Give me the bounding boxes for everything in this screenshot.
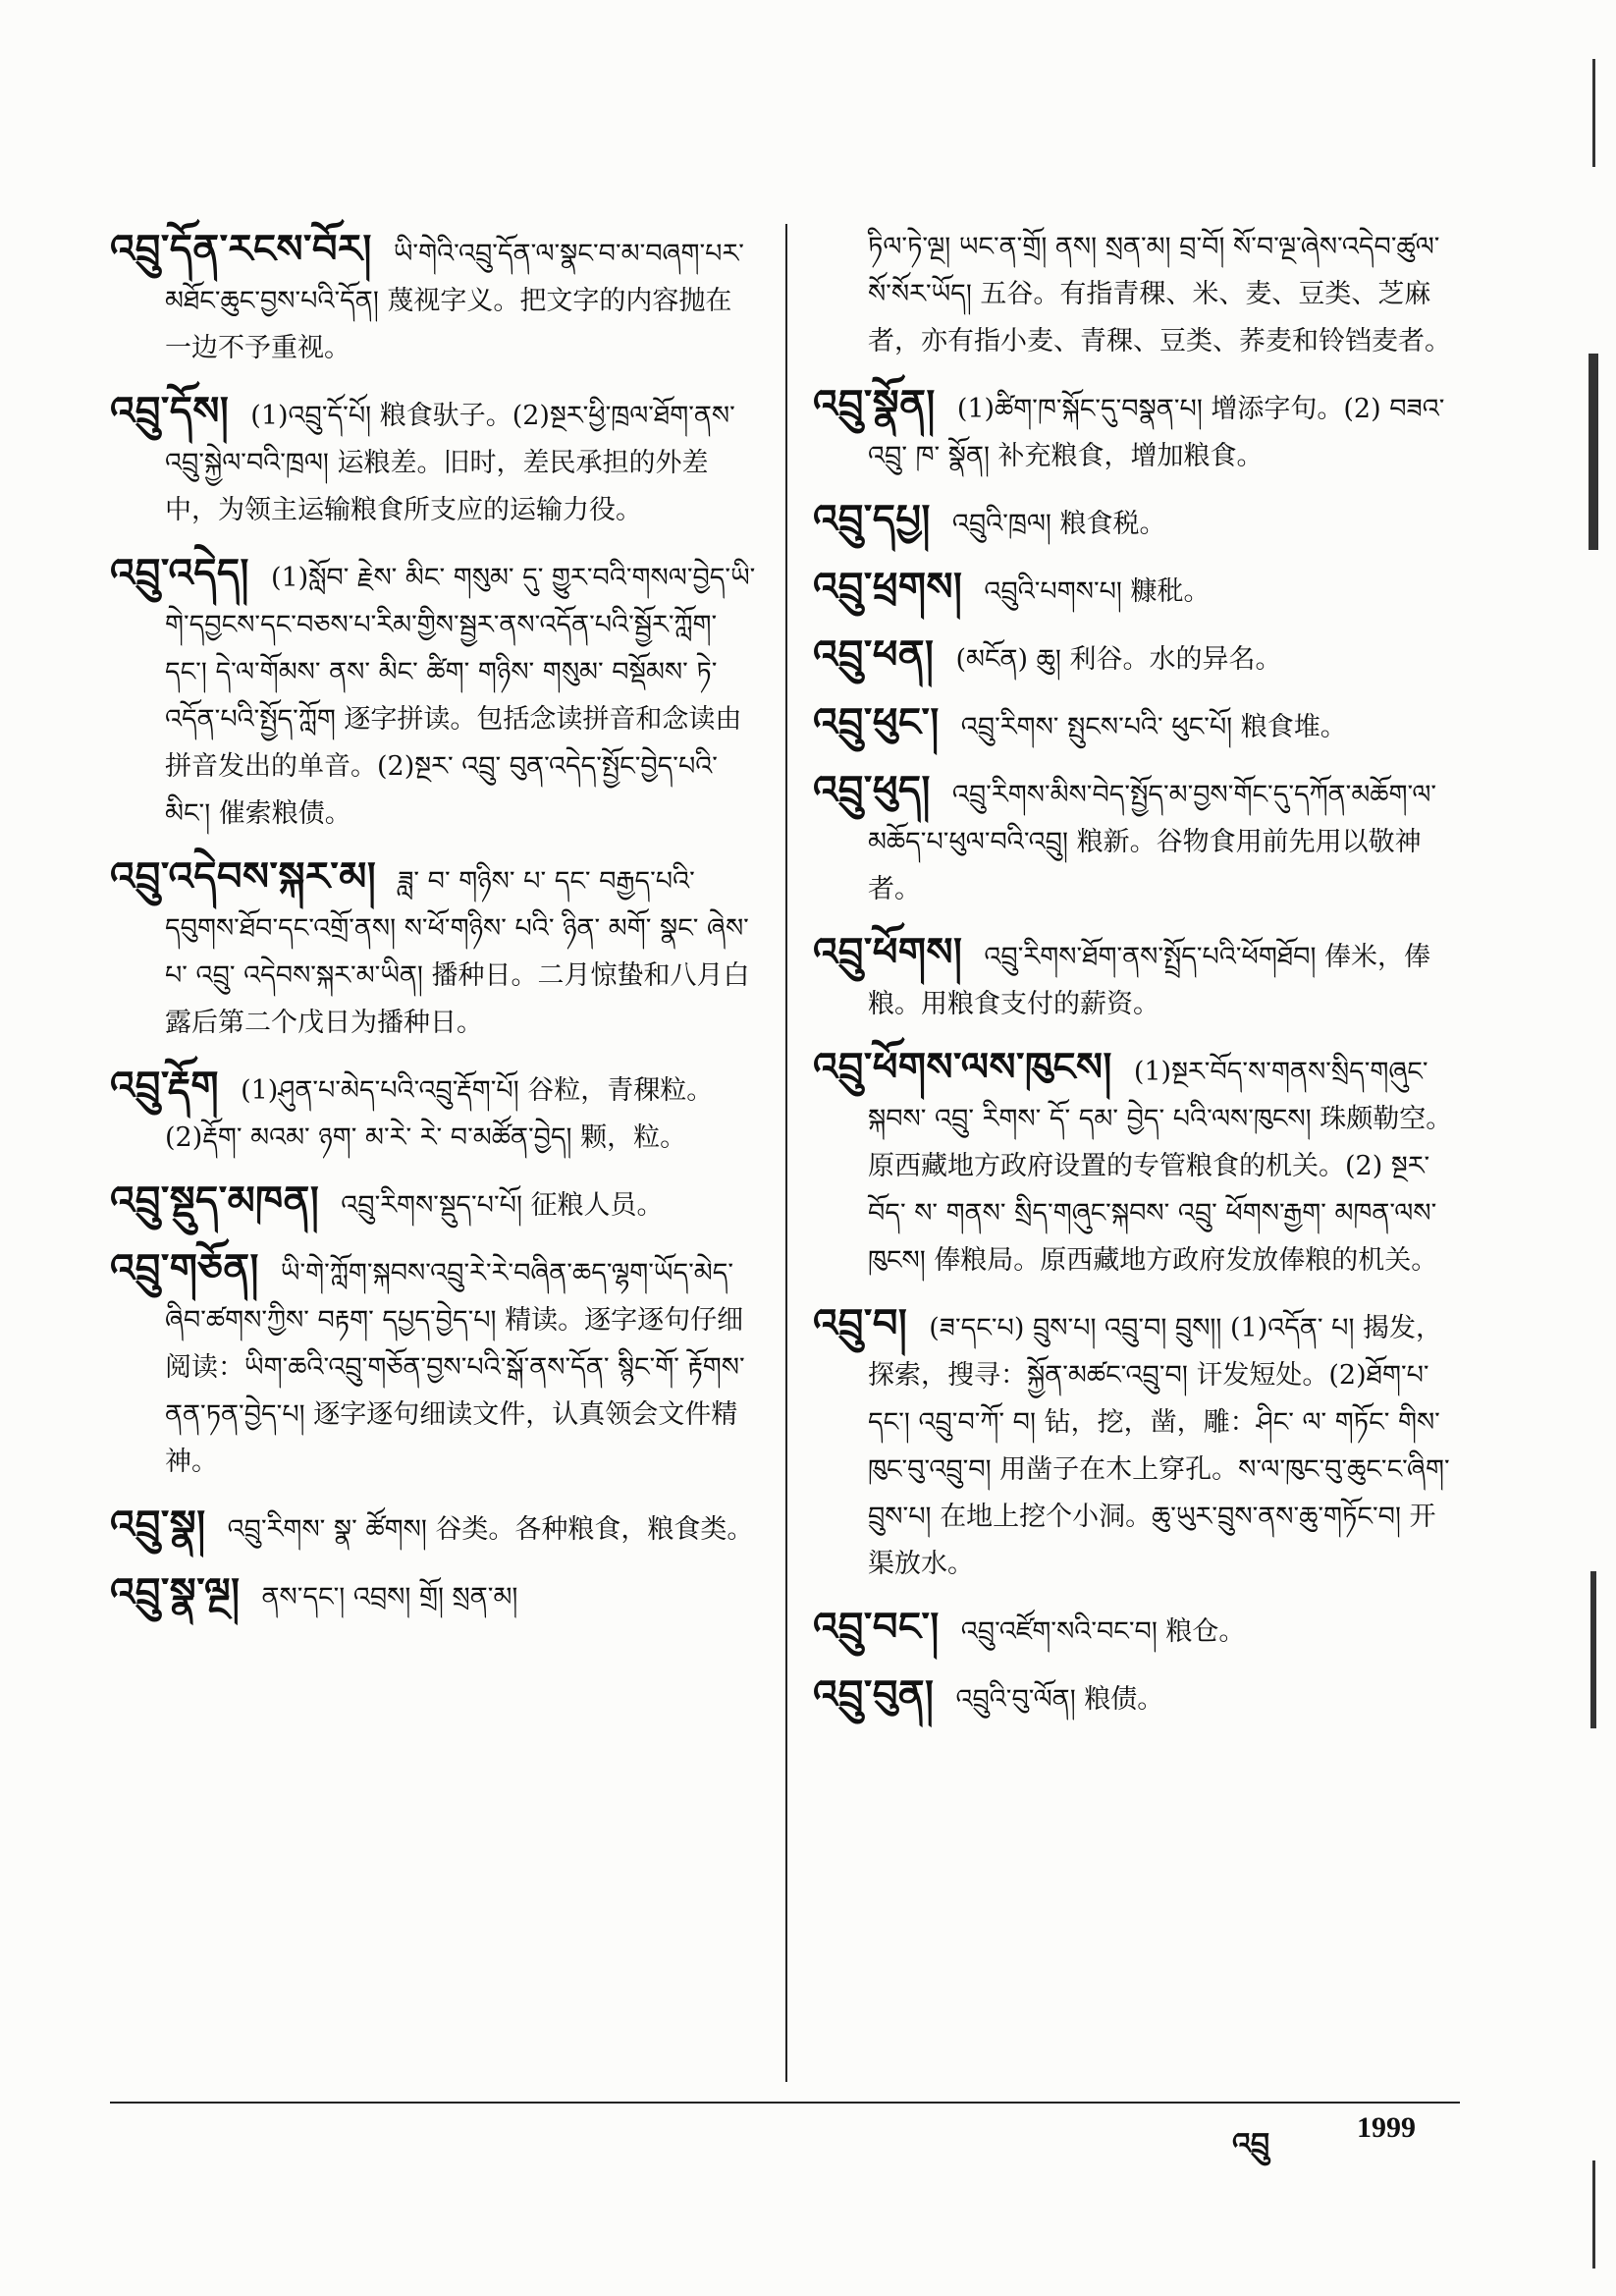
entry-headword: འབྲུ་བང་། [813,1604,940,1650]
right-column [813,224,1461,1737]
entry-definition: ཡི་གེའི་འབྲུ་དོན་ལ་སྣང་བ་མ་བཞག་པར་མཐོང་ཆུང་བྱས་པའི་དོན། 蔑视字义。把文字的内容抛在一边不予重视。 [165,239,744,363]
entry-headword: འབྲུ་དོན་རངས་བོར། [110,226,372,272]
dictionary-entry [813,379,1461,480]
entry-definition: འབྲུ་རིགས་ སྤུངས་པའི་ ཕུང་པོ། 粮食堆。 [960,712,1347,742]
page-number: 1999 [1357,2111,1416,2144]
scan-edge-mark [1590,1571,1596,1728]
scan-edge-mark [1592,59,1595,167]
entry-headword: འབྲུ་སྣ། [110,1502,206,1548]
dictionary-entry [110,1500,758,1554]
entry-headword: འབྲུ་ཕུད། [813,767,931,813]
entry-definition: འབྲུའི་ཁྲལ། 粮食税。 [951,509,1166,539]
entry-headword: འབྲུ་དོས། [110,388,230,434]
entry-definition: (1)འབྲུ་དོ་པོ། 粮食驮子。(2)སྔར་ཕྱི་ཁྲལ་ཐོག་ནས་འབྲུ་སྐྱེལ་བའི་ཁྲལ། 运粮差。旧时，差民承担的外差中，为领主运输粮食所支应的运输力役。 [165,401,735,525]
dictionary-entry [110,1567,758,1621]
dictionary-entry [813,927,1461,1028]
entry-definition: འབྲུ་རིགས་ཐོག་ནས་སྤྲོད་པའི་ཕོགཐོབ། 俸米，俸粮。用粮食支付的薪资。 [868,942,1431,1019]
entry-headword: འབྲུ་སྣོན། [813,381,936,427]
dictionary-entry [813,562,1461,616]
entry-definition: ཡི་གེ་ཀློག་སྐབས་འབྲུ་རེ་རེ་བཞིན་ཆད་ལྷག་ཡོད་མེད་ཞིབ་ཚགས་ཀྱིས་ བརྟག་ དཔྱད་བྱེད་པ། 精读。逐字逐句仔细阅读：ཡིག་ཆའི་འབྲུ་གཅོན་བྱས་པའི་སྒོ་ནས་དོན་ སྙིང་གོ་ རྟོགས་ནན་ཏན་བྱེད་པ། 逐字逐句细读文件，认真领会文件精神。 [165,1258,745,1477]
entry-headword: འབྲུ་འདེབས་སྐར་མ། [110,853,377,900]
dictionary-entry [813,494,1461,548]
footer-rule [110,2102,1460,2104]
entry-headword: འབྲུ་བ། [813,1300,908,1346]
entry-headword: འབྲུ་ཕོགས་ལས་ཁུངས། [813,1044,1112,1090]
entry-definition: (ཟ་དང་པ) བྲུས་པ། འབྲུ་བ། བྲུས།། (1)འདོན་ པ། 揭发，探索，搜寻：སྐྱོན་མཚང་འབྲུ་བ། 讦发短处。(2)ཐོག་པ་དང་། འབྲུ་བ་ཀོ་ བ། 钻，挖，凿，雕：ཤིང་ ལ་ གཏོང་ གིས་ཁུང་བུ་འབྲུ་བ། 用凿子在木上穿孔。ས་ལ་ཁུང་བུ་ཆུང་ང་ཞིག་བྲུས་པ། 在地上挖个小洞。ཆུ་ཡུར་བྲུས་ནས་ཆུ་གཏོང་བ། 开渠放水。 [868,1313,1450,1579]
scan-edge-mark [1589,354,1598,550]
running-head: འབྲུ [1232,2127,1270,2161]
entry-definition: འབྲུ་རིགས་སྡུད་པ་པོ། 征粮人员。 [341,1190,664,1221]
entry-headword: འབྲུ་གཅོན། [110,1245,259,1291]
column-divider [785,224,787,2082]
dictionary-entry [110,1243,758,1486]
dictionary-entry [813,1602,1461,1656]
dictionary-entry [813,765,1461,913]
dictionary-entry [110,851,758,1047]
entry-definition: (1)སློབ་ རྗེས་ མིང་ གསུམ་ དུ་ གྱུར་བའི་གསལ་བྱེད་ཡི་གེ་དབྱངས་དང་བཅས་པ་རིམ་གྱིས་སྦྱར་ནས་འདོན་པའི་སྦྱོར་ཀློག་དང་། དེ་ལ་གོམས་ ནས་ མིང་ ཚིག་ གཉིས་ གསུམ་ བསྡོམས་ ཏེ་འདོན་པའི་སྤྱོད་ཀློག 逐字拼读。包括念读拼音和念读由拼音发出的单音。(2)སྔར་ འབྲུ་ བུན་འདེད་སྤྱོང་བྱེད་པའི་མིང་། 催索粮债。 [165,563,756,829]
entry-definition: འབྲུའི་བུ་ལོན། 粮债。 [955,1684,1164,1715]
entry-definition: (1)སྔར་བོད་ས་གནས་སྲིད་གཞུང་སྐབས་ འབྲུ་ རིགས་ དོ་ དམ་ བྱེད་ པའི་ལས་ཁུངས། 珠颇勒空。原西藏地方政府设置的专管粮食的机关。(2) སྔར་ བོད་ ས་ གནས་ སྲིད་གཞུང་སྐབས་ འབྲུ་ ཕོགས་རྒྱག་ མཁན་ལས་ ཁུངས། 俸粮局。原西藏地方政府发放俸粮的机关。 [868,1057,1453,1276]
entry-headword: འབྲུ་འདེད། [110,550,249,596]
scan-edge-mark [1592,2160,1595,2269]
entry-headword: འབྲུ་སྡུད་མཁན། [110,1177,320,1224]
dictionary-entry [110,548,758,838]
dictionary-entry [813,1298,1461,1588]
entry-headword: འབྲུ་དཔྱ། [813,496,931,542]
entry-definition: (མངོན) ཆུ། 利谷。水的异名。 [955,644,1282,675]
dictionary-entry [110,224,758,372]
entry-definition: འབྲུ་རིགས་ སྣ་ ཚོགས། 谷类。各种粮食，粮食类。 [227,1514,754,1545]
dictionary-entry [813,697,1461,751]
dictionary-entry [110,386,758,534]
entry-definition: འབྲུ་རིགས་མིས་བེད་སྤྱོད་མ་བྱས་གོང་དུ་དཀོན་མཆོག་ལ་མཆོད་པ་ཕུལ་བའི་འབྲུ། 粮新。谷物食用前先用以敬神者。 [868,780,1437,904]
entry-definition: འབྲུ་འཛོག་སའི་བང་བ། 粮仓。 [960,1616,1246,1647]
dictionary-entry [110,1061,758,1162]
dictionary-entry [110,1175,758,1230]
entry-headword: འབྲུ་རྡོག [110,1063,220,1109]
left-column [110,224,758,1635]
entry-definition: ཏིལ་ཏེ་ལྔ། ཡང་ན་གྲོ། ནས། སྲན་མ། བྲ་བོ། སོ་བ་ལྔ་ཞེས་འདེབ་ཚུལ་སོ་སོར་ཡོད། 五谷。有指青稞、米、麦、豆类、芝麻者，亦有指小麦、青稞、豆类、荞麦和铃铛麦者。 [868,232,1451,356]
dictionary-entry [813,1042,1461,1285]
dictionary-entry [813,1669,1461,1723]
dictionary-entry-continued [813,224,1461,365]
entry-headword: འབྲུ་ཕྲགས། [813,564,963,610]
entry-definition: ནས་དང་། འབྲས། གྲོ། སྲན་མ། [261,1582,518,1613]
entry-headword: འབྲུ་ཕོགས། [813,929,963,975]
entry-headword: འབྲུ་བུན། [813,1671,935,1718]
entry-definition: (1)ཚིག་ཁ་སྐོང་དུ་བསྣན་པ། 增添字句。(2) བཟའ་ འབྲུ་ ཁ་ སྣོན། 补充粮食，增加粮食。 [868,394,1445,471]
entry-definition: འབྲུའི་པགས་པ། 糠秕。 [984,576,1211,607]
entry-definition: (1)ཤུན་པ་མེད་པའི་འབྲུ་རྡོག་པོ། 谷粒，青稞粒。(2)རྡོག་ མའམ་ ཉག་ མ་རེ་ རེ་ བ་མཚོན་བྱེད། 颗，粒。 [165,1075,714,1153]
entry-headword: འབྲུ་སྣ་ལྔ། [110,1569,241,1615]
entry-definition: ཟླ་ བ་ གཉིས་ པ་ དང་ བརྒྱད་པའི་དབུགས་ཐོབ་དང་འགྲོ་ནས། ས་ཕོ་གཉིས་ པའི་ ཉིན་ མགོ་ སྣང་ ཞེས་ པ་ འབྲུ་ འདེབས་སྐར་མ་ཡིན། 播种日。二月惊蛰和八月白露后第二个戊日为播种日。 [165,866,750,1038]
entry-headword: འབྲུ་ཕུང་། [813,699,940,745]
entry-headword: འབྲུ་ཕན། [813,631,935,678]
dictionary-entry [813,629,1461,683]
